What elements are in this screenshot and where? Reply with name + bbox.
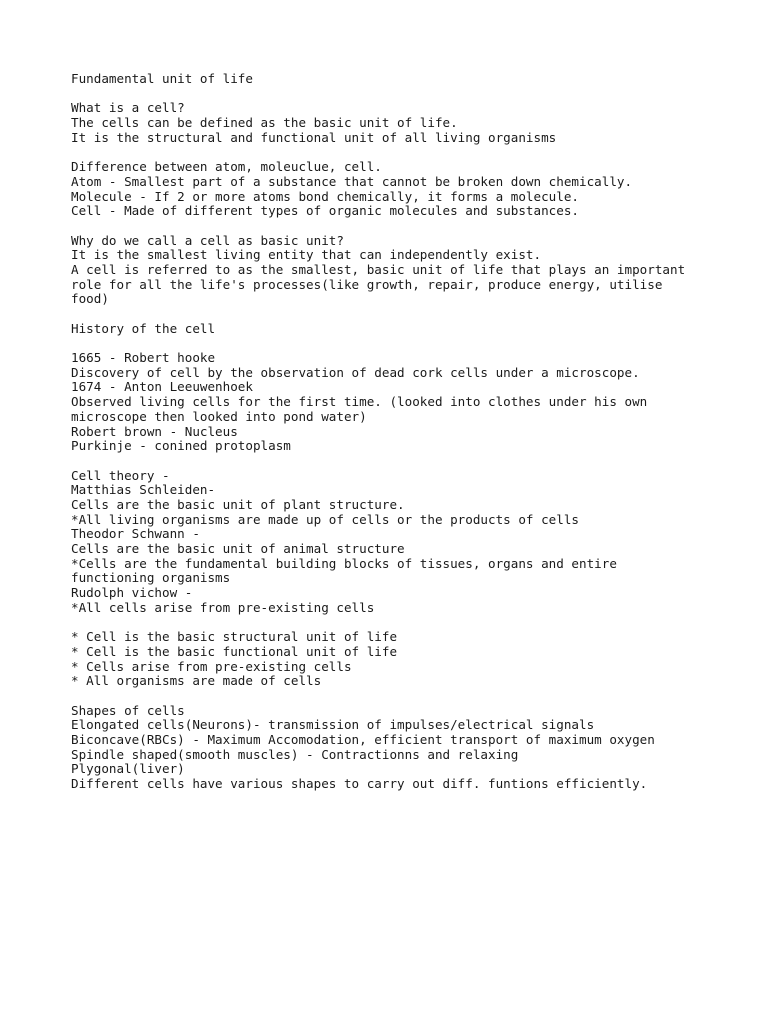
document-body bbox=[71, 87, 731, 792]
text-line: Discovery of cell by the observation of dead cork cells under a microscope. bbox=[71, 364, 640, 380]
paragraph-gap bbox=[71, 219, 731, 234]
text-line: Spindle shaped(smooth muscles) - Contractionns and relaxing bbox=[71, 746, 519, 762]
document-page bbox=[71, 72, 731, 792]
text-line: 1665 - Robert hooke bbox=[71, 350, 216, 366]
paragraph-block bbox=[71, 630, 731, 689]
text-line: functioning organisms bbox=[71, 570, 231, 586]
text-line: History of the cell bbox=[71, 320, 216, 336]
text-line: A cell is referred to as the smallest, basic unit of life that plays an important bbox=[71, 261, 686, 277]
text-line: * Cell is the basic structural unit of life bbox=[71, 629, 398, 645]
text-line: Why do we call a cell as basic unit? bbox=[71, 232, 344, 248]
paragraph-gap bbox=[71, 145, 731, 160]
text-line: Different cells have various shapes to carry out diff. funtions efficiently. bbox=[71, 776, 648, 791]
paragraph-block bbox=[71, 322, 731, 337]
paragraph-block bbox=[71, 234, 731, 307]
text-line: *All living organisms are made up of cells or the products of cells bbox=[71, 511, 579, 527]
text-line: Difference between atom, moleuclue, cell. bbox=[71, 159, 382, 175]
text-line: *Cells are the fundamental building blocks of tissues, organs and entire bbox=[71, 555, 617, 571]
text-line: Shapes of cells bbox=[71, 702, 185, 718]
paragraph-gap bbox=[71, 689, 731, 704]
text-line: Biconcave(RBCs) - Maximum Accomodation, efficient transport of maximum oxygen bbox=[71, 731, 655, 747]
document-title: Fundamental unit of life bbox=[71, 71, 253, 86]
paragraph-gap bbox=[71, 307, 731, 322]
paragraph-block bbox=[71, 469, 731, 616]
text-line: *All cells arise from pre-existing cells bbox=[71, 599, 375, 615]
text-line: Plygonal(liver) bbox=[71, 761, 185, 777]
text-line: Cell - Made of different types of organic molecules and substances. bbox=[71, 203, 579, 219]
text-line: * Cells arise from pre-existing cells bbox=[71, 658, 352, 674]
text-line: Cell theory - bbox=[71, 467, 170, 483]
paragraph-gap bbox=[71, 454, 731, 469]
text-line: Elongated cells(Neurons)- transmission of impulses/electrical signals bbox=[71, 717, 595, 733]
text-line: microscope then looked into pond water) bbox=[71, 408, 367, 424]
paragraph-block bbox=[71, 101, 731, 145]
text-line: Purkinje - conined protoplasm bbox=[71, 438, 291, 454]
text-line: Cells are the basic unit of plant structure. bbox=[71, 496, 405, 512]
text-line: The cells can be defined as the basic unit of life. bbox=[71, 115, 458, 131]
text-line: 1674 - Anton Leeuwenhoek bbox=[71, 379, 253, 395]
paragraph-gap bbox=[71, 336, 731, 351]
text-line: It is the structural and functional unit of all living organisms bbox=[71, 129, 557, 145]
text-line: food) bbox=[71, 291, 109, 307]
text-line: Rudolph vichow - bbox=[71, 585, 193, 601]
text-line: * All organisms are made of cells bbox=[71, 673, 322, 689]
text-line: What is a cell? bbox=[71, 100, 185, 116]
paragraph-gap bbox=[71, 87, 731, 102]
text-line: Observed living cells for the first time. (looked into clothes under his own bbox=[71, 394, 648, 410]
text-line: Molecule - If 2 or more atoms bond chemically, it forms a molecule. bbox=[71, 188, 579, 204]
text-line: Robert brown - Nucleus bbox=[71, 423, 238, 439]
text-line: * Cell is the basic functional unit of life bbox=[71, 643, 398, 659]
text-line: Theodor Schwann - bbox=[71, 526, 200, 542]
text-line: It is the smallest living entity that can independently exist. bbox=[71, 247, 542, 263]
paragraph-block bbox=[71, 351, 731, 454]
text-line: role for all the life's processes(like growth, repair, produce energy, utilise bbox=[71, 276, 663, 292]
text-line: Atom - Smallest part of a substance that cannot be broken down chemically. bbox=[71, 173, 633, 189]
text-line: Matthias Schleiden- bbox=[71, 482, 216, 498]
paragraph-block bbox=[71, 704, 731, 792]
paragraph-block bbox=[71, 160, 731, 219]
paragraph-gap bbox=[71, 615, 731, 630]
text-line: Cells are the basic unit of animal structure bbox=[71, 541, 405, 556]
